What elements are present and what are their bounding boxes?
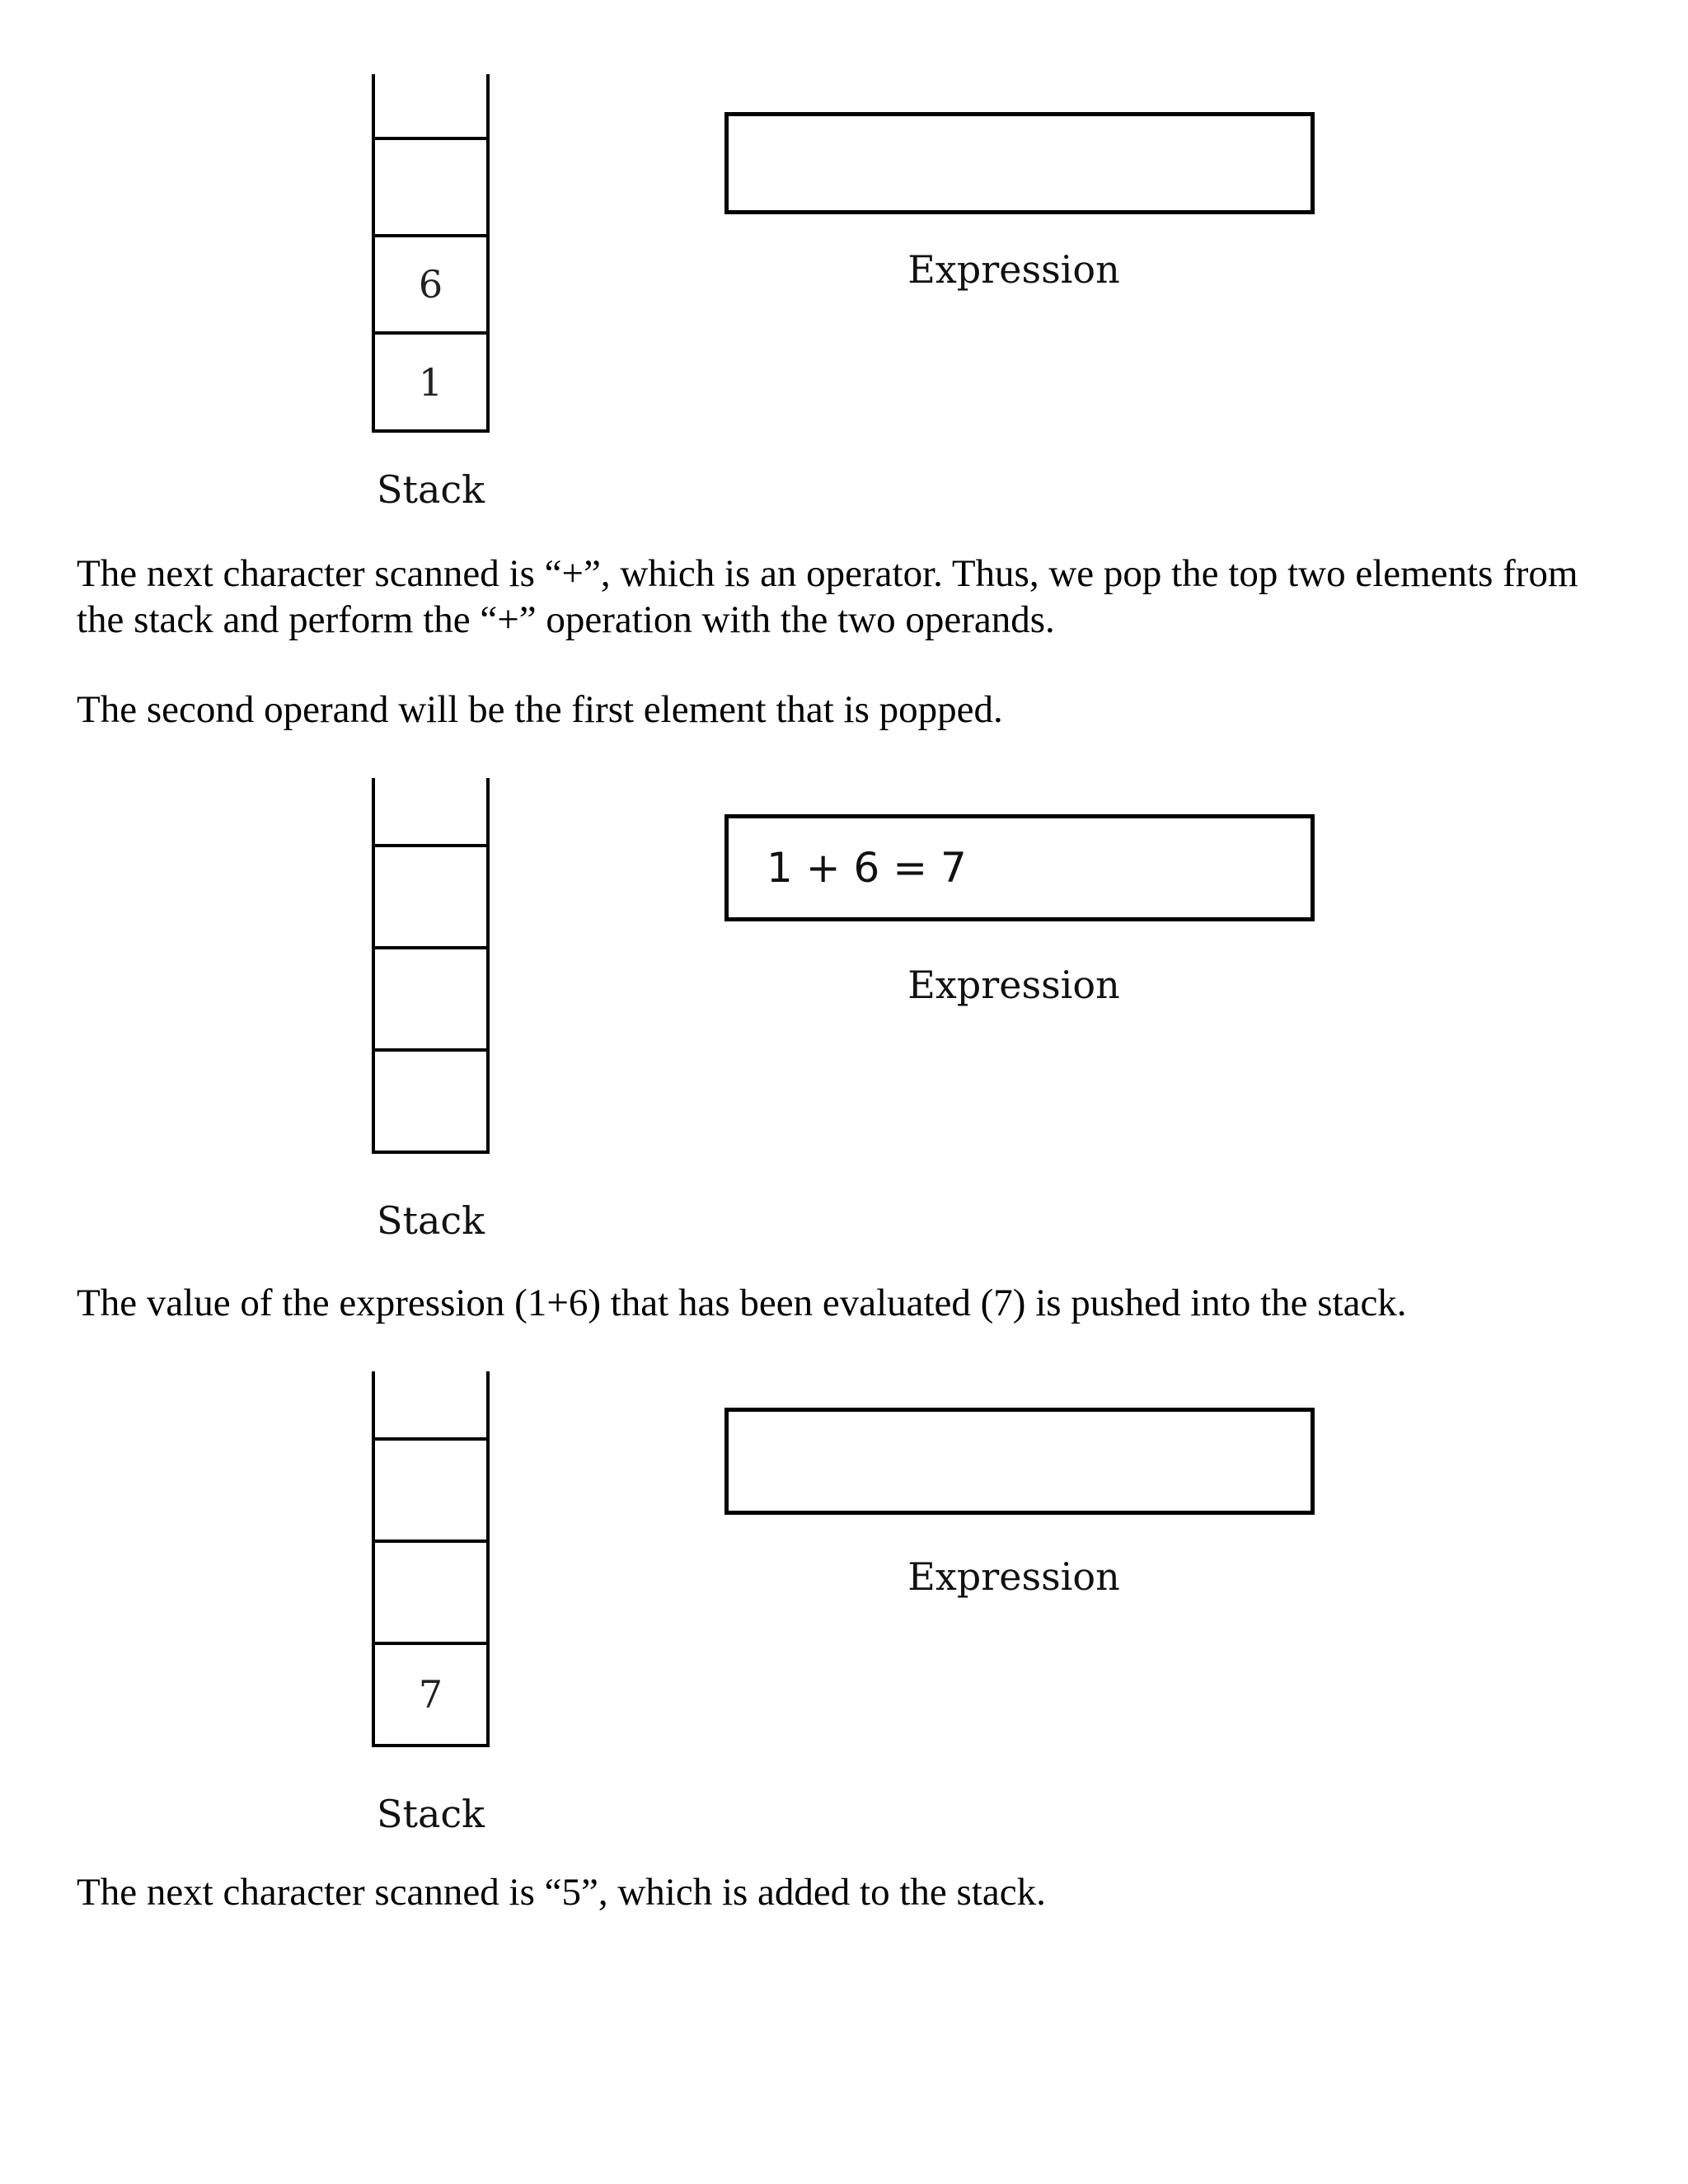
stack-cell-bottom: 1 bbox=[372, 331, 490, 433]
stack-cell-middle bbox=[372, 946, 490, 1052]
stack-cell-middle: 6 bbox=[372, 234, 490, 335]
expression-label: Expression bbox=[907, 247, 1120, 292]
expression-box: 1 + 6 = 7 bbox=[724, 814, 1315, 921]
stack-left-rail bbox=[372, 778, 375, 847]
expression-label: Expression bbox=[907, 963, 1120, 1007]
stack-cell-bottom: 7 bbox=[372, 1642, 490, 1747]
stack-label: Stack bbox=[376, 1198, 485, 1243]
stack-left-rail bbox=[372, 74, 375, 140]
stack bbox=[372, 74, 490, 433]
stack bbox=[372, 778, 490, 1157]
stack-label: Stack bbox=[376, 1792, 485, 1836]
stack bbox=[372, 1371, 490, 1750]
paragraph-push-result: The value of the expression (1+6) that has been evaluated (7) is pushed into the stack. bbox=[77, 1282, 1407, 1324]
paragraph-next-character: The next character scanned is “5”, which is added to the stack. bbox=[77, 1871, 1046, 1914]
stack-right-rail bbox=[486, 1371, 490, 1441]
expression-box bbox=[724, 112, 1315, 214]
expression-label: Expression bbox=[907, 1554, 1120, 1599]
stack-cell-top bbox=[372, 1437, 490, 1543]
stack-left-rail bbox=[372, 1371, 375, 1441]
stack-label: Stack bbox=[376, 467, 485, 512]
stack-right-rail bbox=[486, 74, 490, 140]
paragraph-pop-operands: The next character scanned is “+”, which is an operator. Thus, we pop the top two elements from the stack and perform the “+” operation with the two operands. bbox=[77, 552, 1588, 641]
stack-right-rail bbox=[486, 778, 490, 847]
stack-cell-middle bbox=[372, 1540, 490, 1645]
stack-cell-top bbox=[372, 844, 490, 949]
expression-box bbox=[724, 1408, 1315, 1515]
stack-cell-bottom bbox=[372, 1048, 490, 1154]
paragraph-second-operand: The second operand will be the first element that is popped. bbox=[77, 688, 1003, 731]
stack-cell-top bbox=[372, 137, 490, 237]
